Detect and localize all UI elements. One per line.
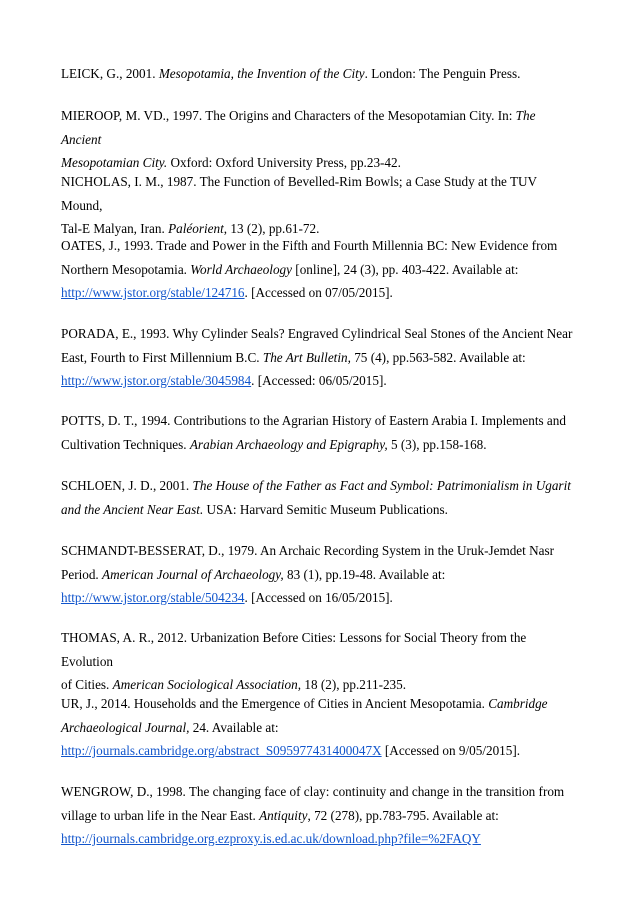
reference-wengrow [61, 780, 578, 851]
ref-italic-text: Archaeological Journal, [61, 719, 190, 735]
ref-line [61, 563, 578, 587]
ref-line [61, 62, 578, 86]
reference-mieroop [61, 104, 578, 175]
ref-text: OATES, J., 1993. Trade and Power in the Fifth and Fourth Millennia BC: New Evidence from [61, 238, 558, 253]
ref-line [61, 346, 578, 370]
ref-italic-text: The Ancient [61, 108, 536, 147]
ref-text: THOMAS, A. R., 2012. Urbanization Before Cities: Lessons for Social Theory from the Evolution [61, 630, 527, 669]
ref-link-line [61, 827, 578, 851]
reference-link[interactable]: http://journals.cambridge.org.ezproxy.is.ed.ac.uk/download.php?file=%2FAQY [61, 831, 481, 846]
ref-text: [online], 24 (3), pp. 403-422. Available at: [292, 261, 519, 277]
ref-text: Tal-E Malyan, Iran. [61, 221, 169, 236]
reference-leick [61, 62, 578, 86]
reference-nicholas [61, 170, 578, 241]
reference-thomas [61, 626, 578, 697]
reference-link[interactable]: http://journals.cambridge.org/abstract_S095977431400047X [61, 743, 382, 758]
ref-text: , 72 (278), pp.783-795. Available at: [307, 807, 499, 823]
ref-text: of Cities. [61, 677, 113, 692]
ref-italic-text: Cambridge [488, 696, 548, 711]
reference-link[interactable]: http://www.jstor.org/stable/124716 [61, 285, 245, 300]
ref-italic-text: Antiquity [259, 807, 308, 823]
reference-link[interactable]: http://www.jstor.org/stable/3045984 [61, 373, 252, 388]
reference-access-note: . [Accessed on 16/05/2015]. [244, 590, 393, 605]
reference-schmandt-besserat [61, 539, 578, 610]
ref-text: MIEROOP, M. VD., 1997. The Origins and Characters of the Mesopotamian City. In: [61, 108, 516, 123]
ref-text: 75 (4), pp.563-582. Available at: [350, 349, 526, 365]
ref-italic-text: The Art Bulletin, [262, 349, 351, 365]
ref-italic-text: The House of the Father as Fact and Symbol: Patrimonialism in Ugarit [192, 478, 571, 493]
ref-text: POTTS, D. T., 1994. Contributions to the Agrarian History of Eastern Arabia I. Implements and [61, 413, 566, 428]
ref-text: , 13 (2), pp.61-72. [223, 221, 320, 236]
reference-porada [61, 322, 578, 393]
ref-italic-text: and the Ancient Near East. [61, 501, 204, 517]
ref-text: village to urban life in the Near East. [61, 807, 260, 823]
reference-link[interactable]: http://www.jstor.org/stable/504234 [61, 590, 245, 605]
ref-text: 24. Available at: [189, 719, 279, 735]
ref-line [61, 104, 578, 151]
ref-text: PORADA, E., 1993. Why Cylinder Seals? Engraved Cylindrical Seal Stones of the Ancient Near [61, 326, 573, 341]
reference-schloen [61, 474, 578, 521]
ref-text: LEICK, G., 2001. [61, 66, 159, 81]
ref-line [61, 780, 578, 804]
ref-line [61, 498, 578, 522]
ref-text: Period. [61, 566, 103, 582]
ref-text: East, Fourth to First Millennium B.C. [61, 349, 263, 365]
reference-oates [61, 234, 578, 305]
ref-line [61, 626, 578, 673]
ref-italic-text: American Journal of Archaeology, [102, 566, 284, 582]
ref-line [61, 692, 578, 716]
ref-line [61, 258, 578, 282]
ref-text: Oxford: Oxford University Press, pp.23-42. [167, 155, 401, 170]
ref-text: NICHOLAS, I. M., 1987. The Function of Bevelled-Rim Bowls; a Case Study at the TUV Mound, [61, 174, 537, 213]
ref-text: Cultivation Techniques. [61, 436, 190, 452]
ref-text: 83 (1), pp.19-48. Available at: [283, 566, 446, 582]
ref-link-line [61, 369, 578, 393]
ref-text: UR, J., 2014. Households and the Emergence of Cities in Ancient Mesopotamia. [61, 696, 489, 711]
ref-text: . London: The Penguin Press. [364, 66, 521, 81]
ref-text: 18 (2), pp.211-235. [301, 677, 407, 692]
ref-text: 5 (3), pp.158-168. [387, 436, 487, 452]
ref-italic-text: Mesopotamian City. [61, 155, 168, 170]
ref-link-line [61, 739, 578, 763]
reference-access-note: [Accessed on 9/05/2015]. [381, 743, 521, 758]
reference-potts [61, 409, 578, 456]
reference-access-note: . [Accessed: 06/05/2015]. [251, 373, 387, 388]
ref-line [61, 234, 578, 258]
ref-line [61, 433, 578, 457]
ref-text: SCHMANDT-BESSERAT, D., 1979. An Archaic Recording System in the Uruk-Jemdet Nasr [61, 543, 555, 558]
ref-italic-text: Mesopotamia, the Invention of the City [158, 66, 365, 81]
ref-italic-text: Arabian Archaeology and Epigraphy, [189, 436, 388, 452]
ref-italic-text: American Sociological Association, [112, 677, 302, 692]
reference-access-note: . [Accessed on 07/05/2015]. [244, 285, 393, 300]
ref-line [61, 474, 578, 498]
ref-text: SCHLOEN, J. D., 2001. [61, 478, 193, 493]
ref-italic-text: World Archaeology [190, 261, 292, 277]
ref-text: WENGROW, D., 1998. The changing face of clay: continuity and change in the transition from [61, 784, 565, 799]
ref-link-line [61, 586, 578, 610]
ref-line [61, 539, 578, 563]
ref-line [61, 409, 578, 433]
ref-line [61, 716, 578, 740]
ref-line [61, 804, 578, 828]
reference-ur [61, 692, 578, 763]
ref-text: Northern Mesopotamia. [61, 261, 191, 277]
ref-link-line [61, 281, 578, 305]
ref-italic-text: Paléorient [168, 221, 224, 236]
ref-line [61, 322, 578, 346]
ref-line [61, 170, 578, 217]
ref-text: USA: Harvard Semitic Museum Publications. [203, 501, 448, 517]
